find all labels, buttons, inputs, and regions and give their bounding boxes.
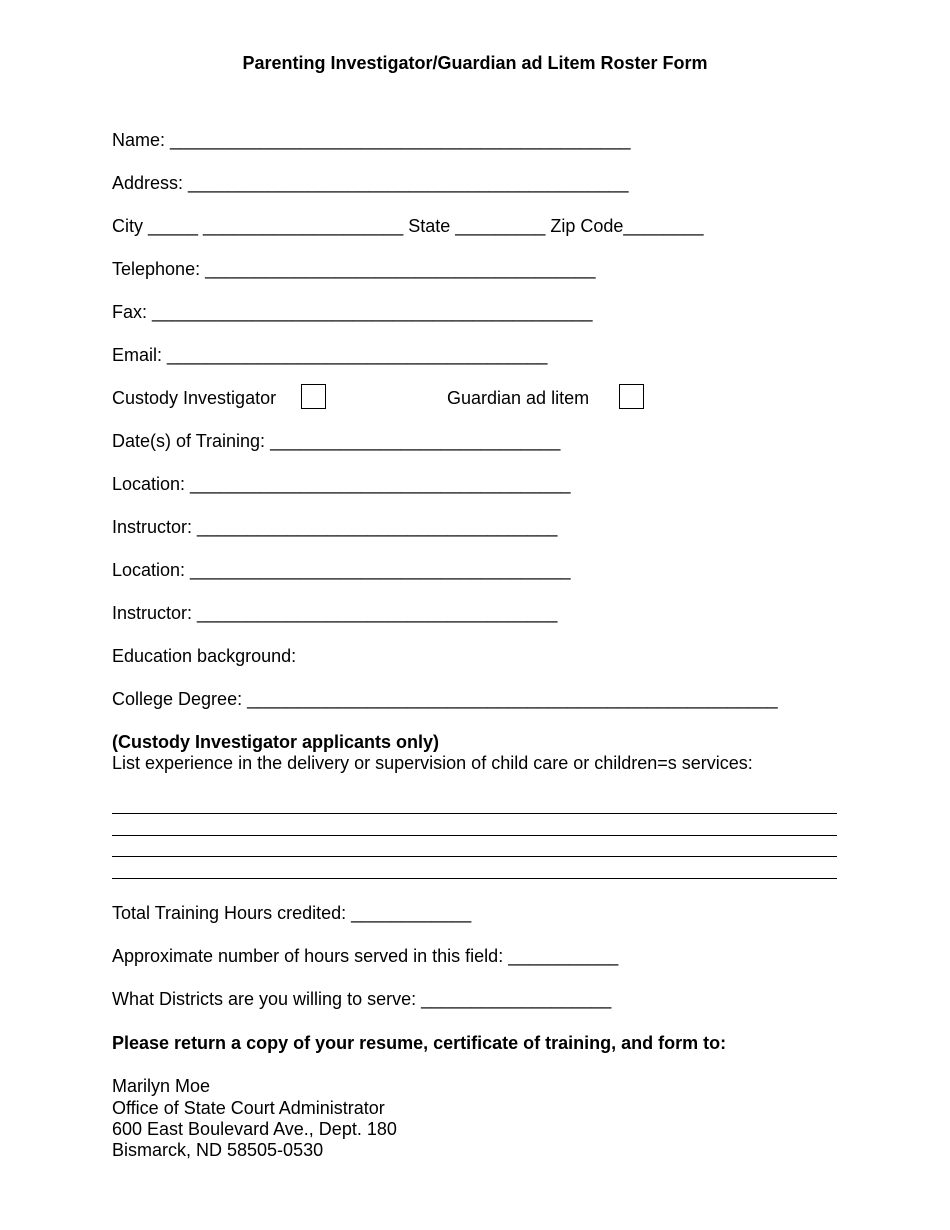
college-degree-field[interactable]: College Degree: _____________________________________________________ [112,689,778,709]
return-address-line: Bismarck, ND 58505-0530 [112,1140,324,1160]
guardian-ad-litem-label: Guardian ad litem [447,388,590,408]
training-dates-field[interactable]: Date(s) of Training: _____________________________ [112,431,561,451]
hours-served-field[interactable]: Approximate number of hours served in this field: ___________ [112,946,619,966]
instructor-field-1[interactable]: Instructor: ____________________________________ [112,517,558,537]
experience-line-2[interactable] [112,835,837,836]
email-field[interactable]: Email: ______________________________________ [112,345,548,365]
return-address-line: Office of State Court Administrator [112,1098,385,1118]
total-training-hours-field[interactable]: Total Training Hours credited: ____________ [112,903,472,923]
custody-investigator-label: Custody Investigator [112,388,277,408]
fax-field[interactable]: Fax: ____________________________________________ [112,302,593,322]
custody-investigator-checkbox[interactable] [301,384,326,409]
location-field-2[interactable]: Location: ______________________________________ [112,560,571,580]
experience-prompt: List experience in the delivery or supervision of child care or children=s services: [112,753,753,773]
return-address-line: Marilyn Moe [112,1076,211,1096]
experience-line-3[interactable] [112,856,837,857]
form-title: Parenting Investigator/Guardian ad Litem Roster Form [242,53,708,73]
city-state-zip-field[interactable]: City _____ ____________________ State _________ Zip Code________ [112,216,704,236]
telephone-field[interactable]: Telephone: _______________________________________ [112,259,596,279]
location-field-1[interactable]: Location: ______________________________________ [112,474,571,494]
experience-line-4[interactable] [112,878,837,879]
instructor-field-2[interactable]: Instructor: ____________________________________ [112,603,558,623]
name-field[interactable]: Name: ______________________________________________ [112,130,631,150]
education-background-label: Education background: [112,646,297,666]
return-address-line: 600 East Boulevard Ave., Dept. 180 [112,1119,397,1139]
guardian-ad-litem-checkbox[interactable] [619,384,644,409]
return-instruction: Please return a copy of your resume, certificate of training, and form to: [112,1033,727,1053]
experience-line-1[interactable] [112,813,837,814]
districts-field[interactable]: What Districts are you willing to serve: ___________________ [112,989,612,1009]
address-field[interactable]: Address: ____________________________________________ [112,173,629,193]
custody-section-heading: (Custody Investigator applicants only) [112,732,440,752]
